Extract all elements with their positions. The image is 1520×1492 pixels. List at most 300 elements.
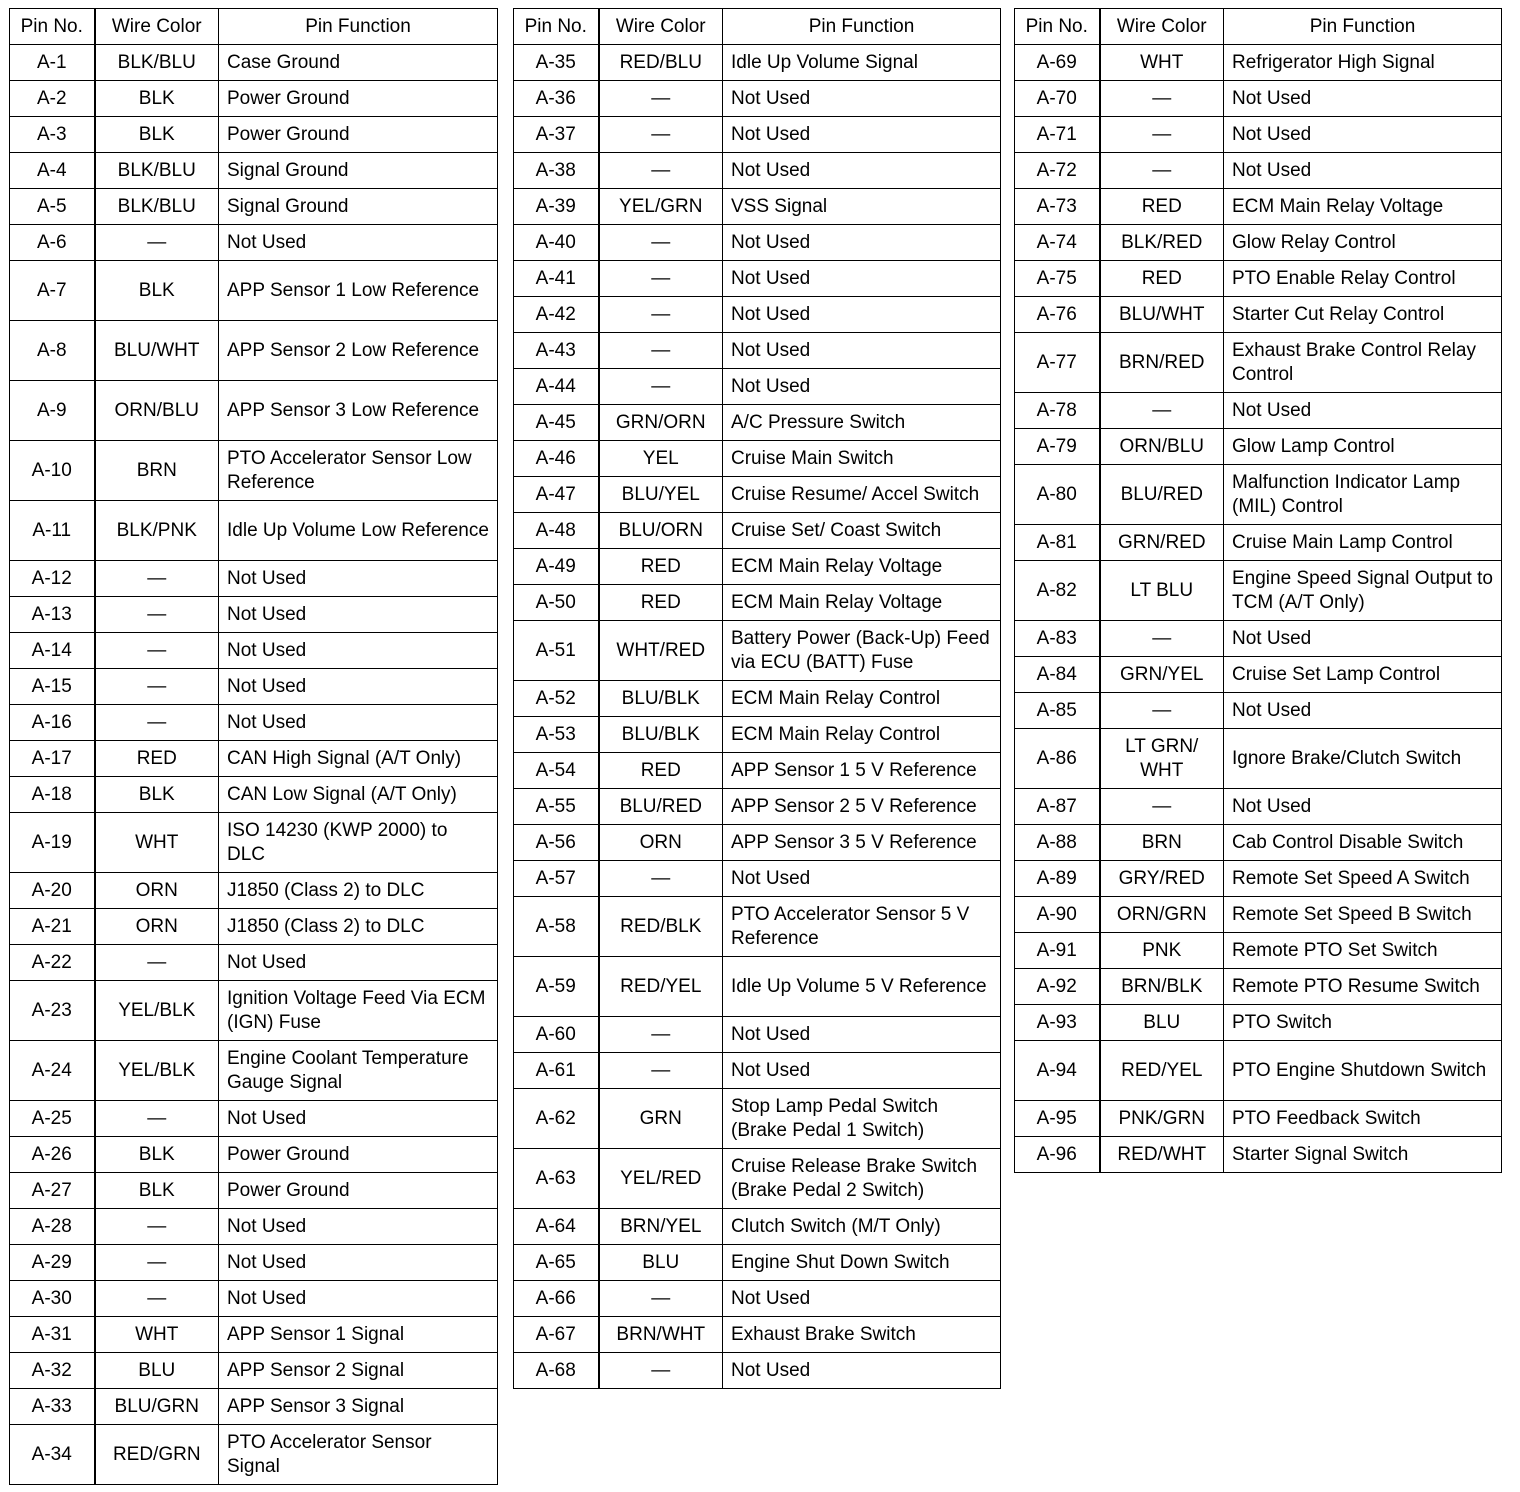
pin-function-cell: CAN Low Signal (A/T Only) — [219, 777, 498, 813]
pin-function-cell: APP Sensor 3 Low Reference — [219, 381, 498, 441]
pin-function-cell: Power Ground — [219, 117, 498, 153]
pin-function-cell: ECM Main Relay Voltage — [723, 585, 1001, 621]
pin-number-cell: A-2 — [10, 81, 95, 117]
table-row — [10, 1101, 498, 1137]
wire-color-cell: GRY/RED — [1100, 861, 1224, 897]
wire-color-cell: BLU — [599, 1245, 723, 1281]
pin-function-cell: PTO Accelerator Sensor Signal — [219, 1425, 498, 1485]
pin-number-cell: A-72 — [1015, 153, 1100, 189]
wire-color-cell: BLK/BLU — [95, 189, 219, 225]
pin-function-cell: Cruise Main Switch — [723, 441, 1001, 477]
pin-function-cell: Not Used — [1224, 789, 1502, 825]
pin-table-3 — [1014, 8, 1502, 1173]
table-row — [514, 225, 1001, 261]
table-row — [514, 1281, 1001, 1317]
wire-color-cell: BLU/WHT — [95, 321, 219, 381]
table-row — [1015, 297, 1502, 333]
table-row — [1015, 969, 1502, 1005]
table-row — [10, 81, 498, 117]
wire-color-cell: YEL/BLK — [95, 1041, 219, 1101]
table-row — [10, 261, 498, 321]
pin-function-cell: Battery Power (Back-Up) Feed via ECU (BATT) Fuse — [723, 621, 1001, 681]
pin-number-cell: A-95 — [1015, 1101, 1100, 1137]
wire-color-cell: — — [95, 945, 219, 981]
pin-function-cell: PTO Feedback Switch — [1224, 1101, 1502, 1137]
pin-number-cell: A-7 — [10, 261, 95, 321]
wire-color-cell: — — [95, 1245, 219, 1281]
wire-color-cell: BLU/RED — [599, 789, 723, 825]
pin-function-cell: Engine Coolant Temperature Gauge Signal — [219, 1041, 498, 1101]
header-pin-no: Pin No. — [514, 9, 599, 45]
pin-number-cell: A-10 — [10, 441, 95, 501]
pin-function-cell: Malfunction Indicator Lamp (MIL) Control — [1224, 465, 1502, 525]
pin-number-cell: A-58 — [514, 897, 599, 957]
pin-function-cell: Not Used — [219, 669, 498, 705]
wire-color-cell: BLU/WHT — [1100, 297, 1224, 333]
wire-color-cell: — — [95, 669, 219, 705]
pin-number-cell: A-90 — [1015, 897, 1100, 933]
wire-color-cell: RED — [1100, 261, 1224, 297]
table-row — [1015, 729, 1502, 789]
wire-color-cell: PNK/GRN — [1100, 1101, 1224, 1137]
pin-function-cell: Signal Ground — [219, 153, 498, 189]
pin-number-cell: A-16 — [10, 705, 95, 741]
pin-number-cell: A-24 — [10, 1041, 95, 1101]
pin-function-cell: Idle Up Volume 5 V Reference — [723, 957, 1001, 1017]
pin-number-cell: A-29 — [10, 1245, 95, 1281]
table-row — [10, 1137, 498, 1173]
pin-function-cell: Glow Lamp Control — [1224, 429, 1502, 465]
wire-color-cell: — — [95, 561, 219, 597]
pin-function-cell: Not Used — [723, 225, 1001, 261]
wire-color-cell: BLK — [95, 1137, 219, 1173]
wire-color-cell: WHT — [95, 813, 219, 873]
pin-number-cell: A-88 — [1015, 825, 1100, 861]
table-row — [10, 669, 498, 705]
pin-number-cell: A-45 — [514, 405, 599, 441]
pin-number-cell: A-94 — [1015, 1041, 1100, 1101]
table-row — [514, 753, 1001, 789]
wire-color-cell: BRN/YEL — [599, 1209, 723, 1245]
table-row — [10, 225, 498, 261]
pin-function-cell: PTO Enable Relay Control — [1224, 261, 1502, 297]
table-row — [10, 813, 498, 873]
pin-number-cell: A-18 — [10, 777, 95, 813]
wire-color-cell: RED/GRN — [95, 1425, 219, 1485]
pin-number-cell: A-86 — [1015, 729, 1100, 789]
pin-function-cell: Cruise Main Lamp Control — [1224, 525, 1502, 561]
pin-function-cell: Not Used — [219, 705, 498, 741]
pin-number-cell: A-13 — [10, 597, 95, 633]
table-row — [514, 681, 1001, 717]
table-row — [10, 981, 498, 1041]
pin-function-cell: Engine Speed Signal Output to TCM (A/T Only) — [1224, 561, 1502, 621]
pin-function-cell: ISO 14230 (KWP 2000) to DLC — [219, 813, 498, 873]
pin-number-cell: A-93 — [1015, 1005, 1100, 1041]
wire-color-cell: BLU/GRN — [95, 1389, 219, 1425]
pin-number-cell: A-62 — [514, 1089, 599, 1149]
pin-function-cell: ECM Main Relay Control — [723, 681, 1001, 717]
wire-color-cell: BLK — [95, 81, 219, 117]
pin-number-cell: A-38 — [514, 153, 599, 189]
table-row — [1015, 225, 1502, 261]
pin-number-cell: A-56 — [514, 825, 599, 861]
table-row — [10, 909, 498, 945]
table-row — [514, 1053, 1001, 1089]
pin-number-cell: A-28 — [10, 1209, 95, 1245]
table-row — [10, 1041, 498, 1101]
pin-number-cell: A-15 — [10, 669, 95, 705]
pin-number-cell: A-11 — [10, 501, 95, 561]
pin-function-cell: ECM Main Relay Control — [723, 717, 1001, 753]
table-row — [514, 1089, 1001, 1149]
pin-function-cell: CAN High Signal (A/T Only) — [219, 741, 498, 777]
table-row — [514, 189, 1001, 225]
table-row — [1015, 1041, 1502, 1101]
wire-color-cell: — — [599, 117, 723, 153]
pin-function-cell: PTO Accelerator Sensor 5 V Reference — [723, 897, 1001, 957]
pin-function-cell: ECM Main Relay Voltage — [1224, 189, 1502, 225]
pin-number-cell: A-83 — [1015, 621, 1100, 657]
header-pin-function: Pin Function — [219, 9, 498, 45]
wire-color-cell: BRN/WHT — [599, 1317, 723, 1353]
pin-function-cell: APP Sensor 1 5 V Reference — [723, 753, 1001, 789]
table-row — [514, 261, 1001, 297]
pin-function-cell: VSS Signal — [723, 189, 1001, 225]
wire-color-cell: BLK — [95, 777, 219, 813]
wire-color-cell: YEL — [599, 441, 723, 477]
table-row — [10, 1425, 498, 1485]
table-row — [514, 1317, 1001, 1353]
wire-color-cell: BLU — [1100, 1005, 1224, 1041]
header-pin-function: Pin Function — [1224, 9, 1502, 45]
pin-function-cell: Not Used — [219, 1209, 498, 1245]
pin-function-cell: Ignition Voltage Feed Via ECM (IGN) Fuse — [219, 981, 498, 1041]
table-row — [514, 789, 1001, 825]
wire-color-cell: ORN — [95, 909, 219, 945]
table-row — [1015, 1137, 1502, 1173]
table-row — [514, 1017, 1001, 1053]
wire-color-cell: — — [1100, 81, 1224, 117]
pin-function-cell: Glow Relay Control — [1224, 225, 1502, 261]
table-row — [514, 825, 1001, 861]
table-row — [10, 321, 498, 381]
wire-color-cell: — — [599, 1017, 723, 1053]
header-row — [514, 9, 1001, 45]
pin-function-cell: Case Ground — [219, 45, 498, 81]
pin-function-cell: Clutch Switch (M/T Only) — [723, 1209, 1001, 1245]
wire-color-cell: ORN — [599, 825, 723, 861]
pin-number-cell: A-48 — [514, 513, 599, 549]
pin-function-cell: APP Sensor 3 Signal — [219, 1389, 498, 1425]
table-row — [1015, 117, 1502, 153]
wire-color-cell: — — [599, 261, 723, 297]
pin-function-cell: J1850 (Class 2) to DLC — [219, 909, 498, 945]
wire-color-cell: BLK — [95, 1173, 219, 1209]
pin-function-cell: Not Used — [1224, 153, 1502, 189]
table-row — [514, 585, 1001, 621]
wire-color-cell: — — [599, 1053, 723, 1089]
pin-function-cell: A/C Pressure Switch — [723, 405, 1001, 441]
pin-function-cell: Not Used — [723, 1017, 1001, 1053]
wire-color-cell: WHT/RED — [599, 621, 723, 681]
table-row — [10, 777, 498, 813]
table-row — [514, 1245, 1001, 1281]
pin-function-cell: Remote Set Speed A Switch — [1224, 861, 1502, 897]
pin-number-cell: A-26 — [10, 1137, 95, 1173]
pin-function-cell: ECM Main Relay Voltage — [723, 549, 1001, 585]
pin-number-cell: A-35 — [514, 45, 599, 81]
wire-color-cell: BLK — [95, 261, 219, 321]
pin-number-cell: A-89 — [1015, 861, 1100, 897]
wire-color-cell: — — [95, 225, 219, 261]
pin-number-cell: A-17 — [10, 741, 95, 777]
wire-color-cell: RED — [599, 753, 723, 789]
pin-number-cell: A-40 — [514, 225, 599, 261]
table-row — [1015, 825, 1502, 861]
pin-number-cell: A-32 — [10, 1353, 95, 1389]
pin-function-cell: Not Used — [1224, 117, 1502, 153]
table-row — [10, 441, 498, 501]
pin-function-cell: Ignore Brake/Clutch Switch — [1224, 729, 1502, 789]
pin-number-cell: A-53 — [514, 717, 599, 753]
pin-number-cell: A-91 — [1015, 933, 1100, 969]
pin-function-cell: APP Sensor 3 5 V Reference — [723, 825, 1001, 861]
wire-color-cell: ORN — [95, 873, 219, 909]
header-wire-color: Wire Color — [1100, 9, 1224, 45]
wire-color-cell: — — [1100, 693, 1224, 729]
header-pin-no: Pin No. — [1015, 9, 1100, 45]
wire-color-cell: RED/BLK — [599, 897, 723, 957]
table-row — [1015, 261, 1502, 297]
pin-number-cell: A-39 — [514, 189, 599, 225]
wire-color-cell: BRN/BLK — [1100, 969, 1224, 1005]
table-row — [1015, 465, 1502, 525]
pin-function-cell: Not Used — [219, 945, 498, 981]
table-row — [1015, 657, 1502, 693]
pin-number-cell: A-3 — [10, 117, 95, 153]
pin-number-cell: A-60 — [514, 1017, 599, 1053]
wire-color-cell: ORN/BLU — [95, 381, 219, 441]
table-row — [514, 897, 1001, 957]
pin-number-cell: A-27 — [10, 1173, 95, 1209]
pin-number-cell: A-46 — [514, 441, 599, 477]
wire-color-cell: — — [599, 153, 723, 189]
pin-function-cell: Cruise Set Lamp Control — [1224, 657, 1502, 693]
pin-number-cell: A-67 — [514, 1317, 599, 1353]
wire-color-cell: RED — [1100, 189, 1224, 225]
pin-number-cell: A-41 — [514, 261, 599, 297]
pin-number-cell: A-30 — [10, 1281, 95, 1317]
pin-function-cell: Not Used — [219, 1245, 498, 1281]
pin-function-cell: APP Sensor 2 Low Reference — [219, 321, 498, 381]
pin-number-cell: A-81 — [1015, 525, 1100, 561]
table-row — [10, 1173, 498, 1209]
table-row — [10, 741, 498, 777]
pin-function-cell: Not Used — [1224, 621, 1502, 657]
table-row — [514, 117, 1001, 153]
pin-function-cell: Not Used — [723, 81, 1001, 117]
table-row — [1015, 45, 1502, 81]
wire-color-cell: BLU/ORN — [599, 513, 723, 549]
pin-function-cell: Not Used — [219, 633, 498, 669]
pin-number-cell: A-43 — [514, 333, 599, 369]
pin-number-cell: A-84 — [1015, 657, 1100, 693]
table-row — [514, 405, 1001, 441]
table-row — [514, 549, 1001, 585]
pin-function-cell: Cruise Release Brake Switch (Brake Pedal 2 Switch) — [723, 1149, 1001, 1209]
pin-function-cell: Cruise Set/ Coast Switch — [723, 513, 1001, 549]
wire-color-cell: GRN — [599, 1089, 723, 1149]
pin-number-cell: A-68 — [514, 1353, 599, 1389]
pin-function-cell: Not Used — [1224, 693, 1502, 729]
pin-number-cell: A-69 — [1015, 45, 1100, 81]
pin-number-cell: A-25 — [10, 1101, 95, 1137]
table-row — [1015, 693, 1502, 729]
pin-number-cell: A-71 — [1015, 117, 1100, 153]
table-row — [10, 1389, 498, 1425]
table-row — [514, 513, 1001, 549]
pin-function-cell: Not Used — [723, 333, 1001, 369]
header-pin-function: Pin Function — [723, 9, 1001, 45]
pin-function-cell: Not Used — [723, 1281, 1001, 1317]
pin-function-cell: Not Used — [219, 1101, 498, 1137]
table-row — [10, 45, 498, 81]
pin-number-cell: A-20 — [10, 873, 95, 909]
wire-color-cell: RED/YEL — [599, 957, 723, 1017]
pin-number-cell: A-23 — [10, 981, 95, 1041]
wire-color-cell: BLK — [95, 117, 219, 153]
wire-color-cell: BLK/BLU — [95, 45, 219, 81]
wire-color-cell: — — [95, 1101, 219, 1137]
wire-color-cell: LT BLU — [1100, 561, 1224, 621]
pin-function-cell: Not Used — [723, 1353, 1001, 1389]
pin-function-cell: Not Used — [723, 861, 1001, 897]
wire-color-cell: BLK/PNK — [95, 501, 219, 561]
pin-function-cell: Not Used — [219, 225, 498, 261]
pin-number-cell: A-63 — [514, 1149, 599, 1209]
wire-color-cell: RED/WHT — [1100, 1137, 1224, 1173]
pin-function-cell: Not Used — [723, 369, 1001, 405]
pin-number-cell: A-12 — [10, 561, 95, 597]
wire-color-cell: BLU/RED — [1100, 465, 1224, 525]
pin-number-cell: A-5 — [10, 189, 95, 225]
wire-color-cell: — — [599, 369, 723, 405]
wire-color-cell: BRN — [1100, 825, 1224, 861]
pin-table-2 — [513, 8, 1001, 1389]
pin-function-cell: Signal Ground — [219, 189, 498, 225]
pin-number-cell: A-50 — [514, 585, 599, 621]
wire-color-cell: ORN/GRN — [1100, 897, 1224, 933]
pin-number-cell: A-4 — [10, 153, 95, 189]
table-row — [514, 153, 1001, 189]
table-row — [10, 501, 498, 561]
wire-color-cell: — — [1100, 117, 1224, 153]
table-row — [514, 45, 1001, 81]
wire-color-cell: BRN — [95, 441, 219, 501]
pin-function-cell: Not Used — [723, 261, 1001, 297]
wire-color-cell: GRN/ORN — [599, 405, 723, 441]
pin-function-cell: Remote PTO Resume Switch — [1224, 969, 1502, 1005]
wire-color-cell: GRN/RED — [1100, 525, 1224, 561]
pin-number-cell: A-44 — [514, 369, 599, 405]
wire-color-cell: YEL/BLK — [95, 981, 219, 1041]
table-row — [10, 1353, 498, 1389]
pin-number-cell: A-70 — [1015, 81, 1100, 117]
pin-number-cell: A-78 — [1015, 393, 1100, 429]
table-row — [10, 705, 498, 741]
wire-color-cell: BLU/YEL — [599, 477, 723, 513]
pin-function-cell: Starter Cut Relay Control — [1224, 297, 1502, 333]
pin-function-cell: Engine Shut Down Switch — [723, 1245, 1001, 1281]
pin-number-cell: A-82 — [1015, 561, 1100, 621]
table-row — [514, 441, 1001, 477]
pin-function-cell: Refrigerator High Signal — [1224, 45, 1502, 81]
pin-function-cell: Stop Lamp Pedal Switch (Brake Pedal 1 Switch) — [723, 1089, 1001, 1149]
wire-color-cell: RED — [599, 549, 723, 585]
pin-number-cell: A-55 — [514, 789, 599, 825]
pin-function-cell: Cruise Resume/ Accel Switch — [723, 477, 1001, 513]
wire-color-cell: — — [599, 81, 723, 117]
wire-color-cell: — — [1100, 621, 1224, 657]
table-row — [1015, 525, 1502, 561]
pin-number-cell: A-21 — [10, 909, 95, 945]
pin-function-cell: Not Used — [219, 1281, 498, 1317]
wire-color-cell: — — [599, 1281, 723, 1317]
wire-color-cell: WHT — [95, 1317, 219, 1353]
pin-number-cell: A-6 — [10, 225, 95, 261]
table-row — [10, 117, 498, 153]
pin-function-cell: PTO Accelerator Sensor Low Reference — [219, 441, 498, 501]
table-row — [10, 1209, 498, 1245]
pin-number-cell: A-80 — [1015, 465, 1100, 525]
wire-color-cell: WHT — [1100, 45, 1224, 81]
table-row — [1015, 933, 1502, 969]
pin-function-cell: Starter Signal Switch — [1224, 1137, 1502, 1173]
pin-number-cell: A-36 — [514, 81, 599, 117]
wire-color-cell: — — [95, 705, 219, 741]
table-row — [514, 717, 1001, 753]
pin-number-cell: A-64 — [514, 1209, 599, 1245]
header-wire-color: Wire Color — [95, 9, 219, 45]
wire-color-cell: — — [95, 1209, 219, 1245]
wire-color-cell: — — [1100, 393, 1224, 429]
pin-function-cell: Power Ground — [219, 1137, 498, 1173]
wire-color-cell: LT GRN/ WHT — [1100, 729, 1224, 789]
table-row — [1015, 897, 1502, 933]
wire-color-cell: GRN/YEL — [1100, 657, 1224, 693]
header-row — [1015, 9, 1502, 45]
pin-function-cell: Remote Set Speed B Switch — [1224, 897, 1502, 933]
table-row — [1015, 429, 1502, 465]
pin-function-cell: Not Used — [1224, 393, 1502, 429]
pin-function-cell: Cab Control Disable Switch — [1224, 825, 1502, 861]
pin-number-cell: A-77 — [1015, 333, 1100, 393]
pin-number-cell: A-73 — [1015, 189, 1100, 225]
pin-number-cell: A-87 — [1015, 789, 1100, 825]
wire-color-cell: YEL/GRN — [599, 189, 723, 225]
pin-number-cell: A-47 — [514, 477, 599, 513]
pin-number-cell: A-85 — [1015, 693, 1100, 729]
pin-function-cell: Exhaust Brake Control Relay Control — [1224, 333, 1502, 393]
table-row — [1015, 333, 1502, 393]
header-pin-no: Pin No. — [10, 9, 95, 45]
table-row — [1015, 393, 1502, 429]
pin-number-cell: A-74 — [1015, 225, 1100, 261]
pin-number-cell: A-8 — [10, 321, 95, 381]
wire-color-cell: BLU/BLK — [599, 681, 723, 717]
table-row — [514, 81, 1001, 117]
